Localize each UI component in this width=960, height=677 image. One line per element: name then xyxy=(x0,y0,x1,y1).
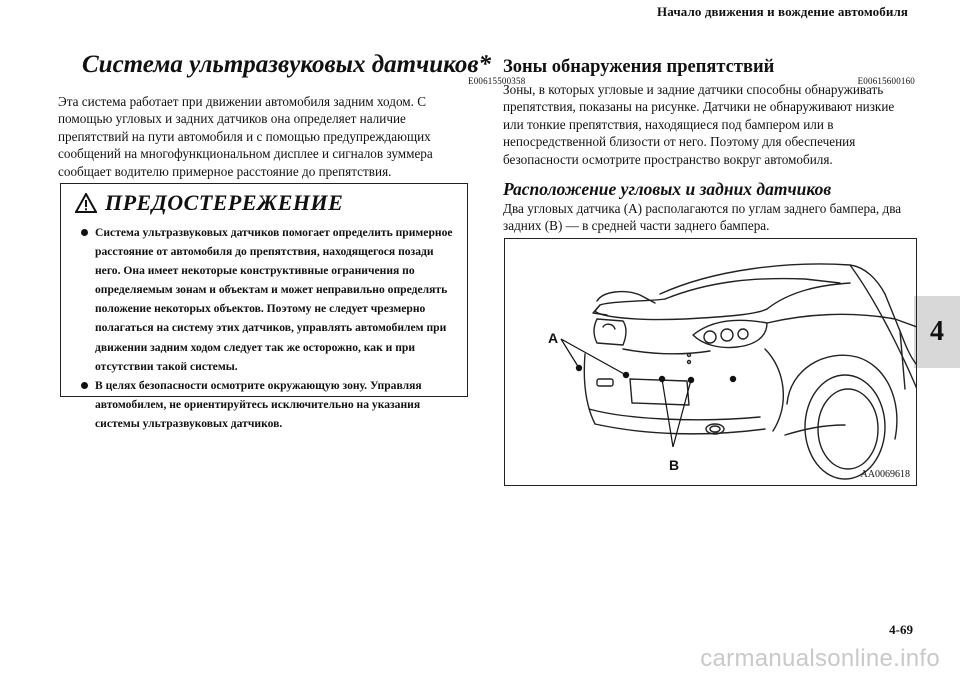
watermark: carmanualsonline.info xyxy=(700,645,940,672)
bullet-icon xyxy=(81,229,88,236)
warning-item-text: В целях безопасности осмотрите окружающую зону. Управляя автомобилем, не ориентируйтесь исключительно на указания системы ультразвуковых датчиков. xyxy=(95,378,422,430)
figure-code: AA0069618 xyxy=(860,469,910,480)
warning-list xyxy=(61,223,467,433)
warning-title: ПРЕДОСТЕРЕЖЕНИЕ xyxy=(105,190,344,215)
warning-item-text: Система ультразвуковых датчиков помогает определить примерное расстояние от автомобиля до препятствия, находящегося позади него. Она имеет некоторые конструктивные ограничения по определяемым зонам и объектам и может неправильно определять положение некоторых объектов. Поэтому не следует чрезмерно полагаться на систему этих датчиков, управлять автомобилем при движении задним ходом следует так же осторожно, как и при отсутствии такой системы. xyxy=(95,226,453,373)
section-code: E00615600160 xyxy=(857,76,915,86)
warning-header xyxy=(61,185,467,221)
right-column xyxy=(503,48,917,235)
intro-paragraph: Эта система работает при движении автомобиля задним ходом. С помощью угловых и задних датчиков она определяет наличие препятствий на пути автомобиля и с помощью предупреждающих сообщений на многофункциональном дисплее и сигналов зуммера сообщает водителю примерное расстояние до препятствия. xyxy=(58,94,433,179)
section-title-detection-zones: Зоны обнаружения препятствий xyxy=(503,57,775,77)
warning-item xyxy=(81,223,457,376)
section-code: E00615500358 xyxy=(468,76,526,86)
bullet-icon xyxy=(81,382,88,389)
car-rear-sensor-figure xyxy=(504,238,917,486)
left-column xyxy=(58,48,526,180)
label-a: A xyxy=(548,330,559,346)
running-header: Начало движения и вождение автомобиля xyxy=(657,4,908,19)
zones-paragraph: Зоны, в которых угловые и задние датчики способны обнаруживать препятствия, показаны на рисунке. Датчики не обнаруживают низкие или тонкие препятствия, находящиеся под бампером или в непосредственной близости от него. Поэтому для обеспечения безопасности осмотрите пространство вокруг автомобиля. xyxy=(503,82,895,167)
warning-triangle-icon xyxy=(75,193,97,213)
warning-item xyxy=(81,376,457,433)
label-b: B xyxy=(669,457,680,473)
warning-box xyxy=(60,183,468,430)
subsection-title-sensor-location: Расположение угловых и задних датчиков xyxy=(503,179,832,200)
car-rear-illustration xyxy=(505,239,917,486)
chapter-tab[interactable]: 4 xyxy=(914,296,960,368)
sensor-location-paragraph: Два угловых датчика (A) располагаются по углам заднего бампера, два задних (B) — в средней части заднего бампера. xyxy=(503,201,902,234)
section-title-ultrasonic: Система ультразвуковых датчиков* xyxy=(82,51,492,78)
page-number: 4-69 xyxy=(889,622,913,637)
